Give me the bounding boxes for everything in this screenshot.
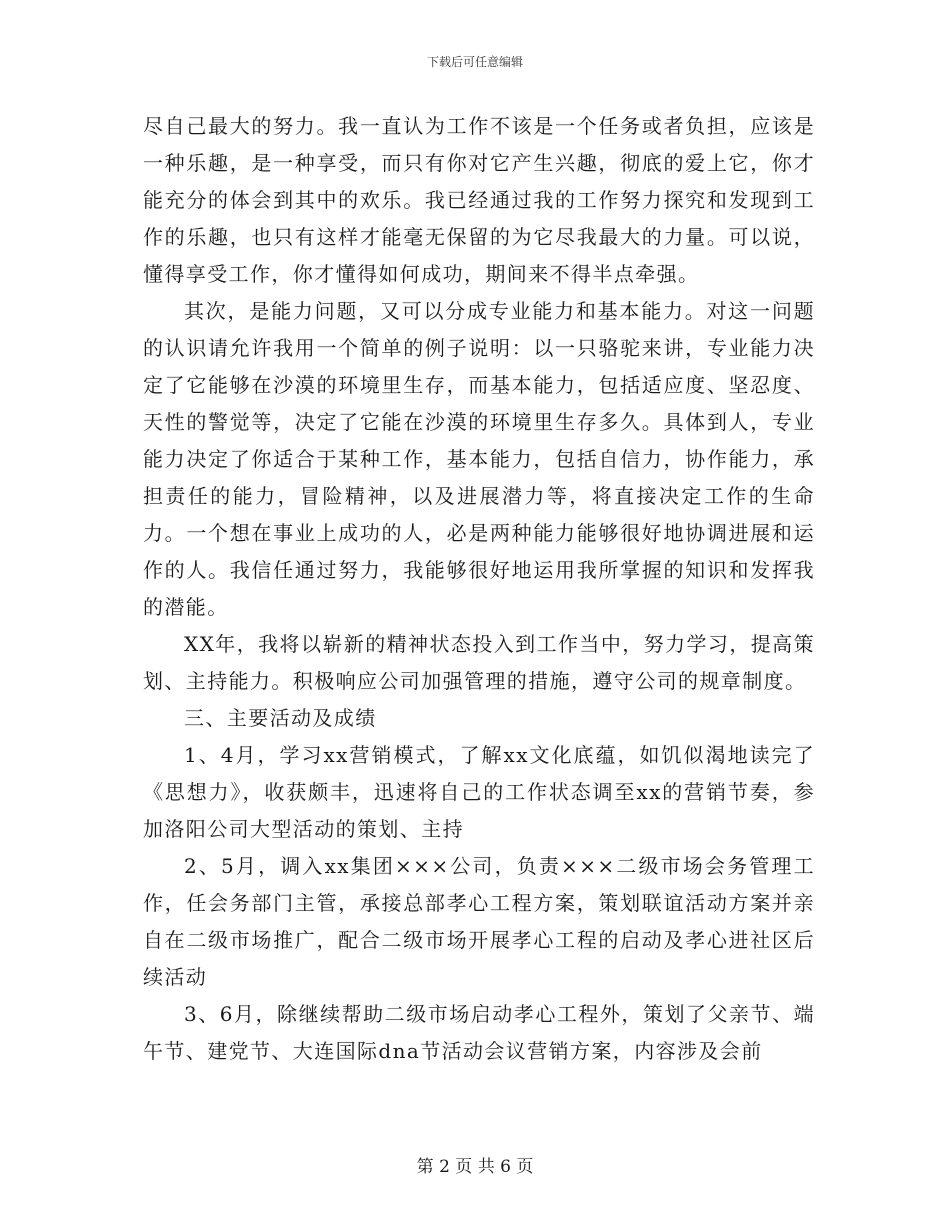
- paragraph-2: 其次，是能力问题，又可以分成专业能力和基本能力。对这一问题的认识请允许我用一个简单的例子说明：以一只骆驼来讲，专业能力决定了它能够在沙漠的环境里生存，而基本能力，包括适应度、坚忍度、天性的警觉等，决定了它能在沙漠的环境里生存多久。具体到人，专业能力决定了你适合于某种工作，基本能力，包括自信力，协作能力，承担责任的能力，冒险精神，以及进展潜力等，将直接决定工作的生命力。一个想在事业上成功的人，必是两种能力能够很好地协调进展和运作的人。我信任通过努力，我能够很好地运用我所掌握的知识和发挥我的潜能。: [143, 299, 815, 619]
- list-item-3: 3、6月，除继续帮助二级市场启动孝心工程外，策划了父亲节、端午节、建党节、大连国际dna节活动会议营销方案，内容涉及会前: [143, 1002, 815, 1063]
- paragraph-3: XX年，我将以崭新的精神状态投入到工作当中，努力学习，提高策划、主持能力。积极响应公司加强管理的措施，遵守公司的规章制度。: [143, 632, 815, 693]
- document-body: [143, 108, 815, 1070]
- list-item-2: 2、5月，调入xx集团×××公司，负责×××二级市场会务管理工作，任会务部门主管，承接总部孝心工程方案，策划联谊活动方案并亲自在二级市场推广，配合二级市场开展孝心工程的启动及孝心进社区后续活动: [143, 854, 815, 989]
- page-number: 第 2 页 共 6 页: [416, 1157, 534, 1177]
- list-item-1: 1、4月，学习xx营销模式，了解xx文化底蕴，如饥似渴地读完了《思想力》，收获颇丰，迅速将自己的工作状态调至xx的营销节奏，参加洛阳公司大型活动的策划、主持: [143, 743, 815, 841]
- paragraph-1: 尽自己最大的努力。我一直认为工作不该是一个任务或者负担，应该是一种乐趣，是一种享受，而只有你对它产生兴趣，彻底的爱上它，你才能充分的体会到其中的欢乐。我已经通过我的工作努力探究和发现到工作的乐趣，也只有这样才能毫无保留的为它尽我最大的力量。可以说，懂得享受工作，你才懂得如何成功，期间来不得半点牵强。: [143, 114, 815, 286]
- section-heading: 三、主要活动及成绩: [184, 706, 377, 730]
- page-header: 下载后可任意编辑: [426, 55, 523, 69]
